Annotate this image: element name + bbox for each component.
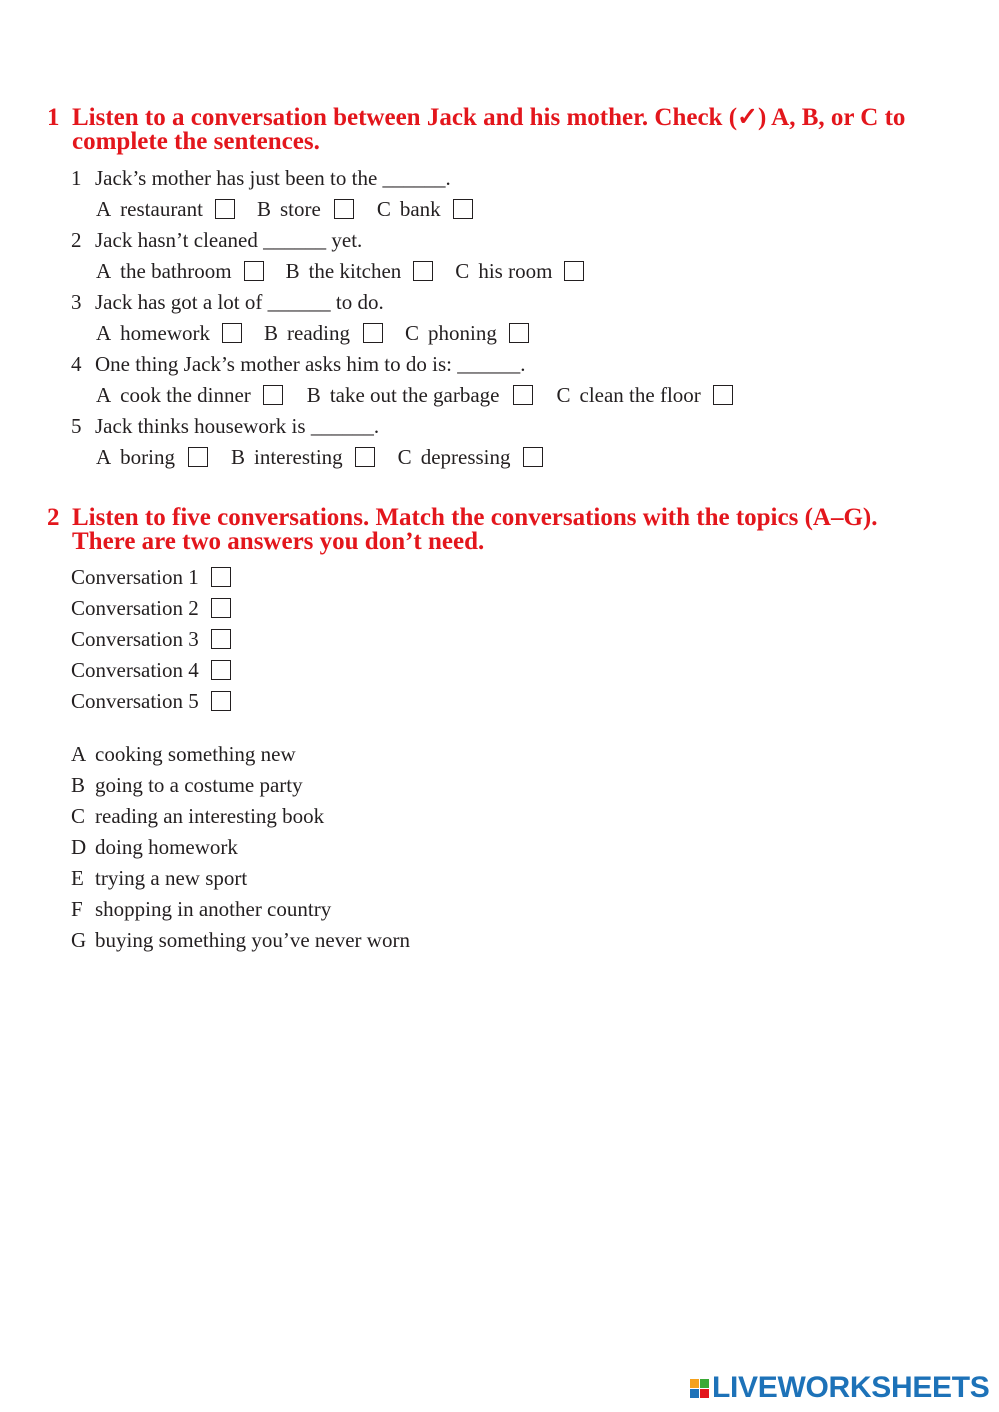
option-letter: B (306, 383, 321, 407)
section-1-instructions: Listen to a conversation between Jack and his mother. Check (✓) A, B, or C to complete the sentences. (72, 104, 906, 155)
section-2-instructions: Listen to five conversations. Match the conversations with the topics (A–G). There are two answers you don’t need. (72, 504, 878, 555)
topic-text: trying a new sport (95, 866, 248, 890)
option-b (286, 259, 434, 283)
option-text: interesting (254, 445, 343, 469)
topic-text: cooking something new (95, 742, 296, 766)
option-letter: C (556, 383, 571, 407)
option-checkbox[interactable] (523, 447, 543, 467)
question-number: 4 (71, 352, 82, 376)
option-checkbox[interactable] (222, 323, 242, 343)
conversation-4 (71, 658, 231, 682)
question-1-options (96, 197, 473, 221)
option-letter: C (397, 445, 412, 469)
question-number: 5 (71, 414, 82, 438)
section-2-number: 2 (47, 504, 60, 531)
conversation-2 (71, 596, 231, 620)
topic-letter: G (71, 928, 87, 952)
option-checkbox[interactable] (188, 447, 208, 467)
topic-b (71, 773, 303, 797)
question-number: 2 (71, 228, 82, 252)
question-2-options (96, 259, 584, 283)
question-5-options (96, 445, 543, 469)
option-checkbox[interactable] (713, 385, 733, 405)
option-a (96, 383, 283, 407)
option-text: reading (287, 321, 350, 345)
option-c (455, 259, 584, 283)
option-checkbox[interactable] (453, 199, 473, 219)
question-text: Jack hasn’t cleaned ______ yet. (95, 228, 363, 252)
option-checkbox[interactable] (244, 261, 264, 281)
topic-letter: D (71, 835, 87, 859)
option-b (231, 445, 375, 469)
question-text: One thing Jack’s mother asks him to do is: ______. (95, 352, 526, 376)
conversation-label: Conversation 5 (71, 689, 199, 713)
option-checkbox[interactable] (564, 261, 584, 281)
topic-letter: B (71, 773, 86, 797)
answer-box[interactable] (211, 691, 231, 711)
question-text: Jack’s mother has just been to the ______. (95, 166, 451, 190)
topic-text: reading an interesting book (95, 804, 325, 828)
option-c (398, 445, 543, 469)
option-text: store (279, 197, 321, 221)
conversation-5 (71, 689, 231, 713)
topic-text: buying something you’ve never worn (95, 928, 410, 952)
option-text: phoning (428, 321, 497, 345)
option-letter: C (376, 197, 391, 221)
topic-d (71, 835, 238, 859)
option-text: homework (120, 321, 210, 345)
option-letter: A (96, 321, 112, 345)
option-c (377, 197, 473, 221)
option-text: boring (120, 445, 175, 469)
option-text: depressing (420, 445, 511, 469)
conversation-3 (71, 627, 231, 651)
option-letter: B (231, 445, 246, 469)
option-text: cook the dinner (120, 383, 251, 407)
option-b (257, 197, 354, 221)
topic-text: shopping in another country (95, 897, 332, 921)
topic-g (71, 928, 410, 952)
option-checkbox[interactable] (334, 199, 354, 219)
option-text: bank (399, 197, 441, 221)
answer-box[interactable] (211, 629, 231, 649)
answer-box[interactable] (211, 598, 231, 618)
option-text: the bathroom (120, 259, 232, 283)
option-checkbox[interactable] (263, 385, 283, 405)
question-4-options (96, 383, 733, 407)
option-a (96, 445, 208, 469)
conversation-label: Conversation 2 (71, 596, 199, 620)
logo-square (700, 1379, 709, 1388)
option-letter: B (285, 259, 300, 283)
logo-square (700, 1389, 709, 1398)
option-letter: A (96, 445, 112, 469)
question-text: Jack thinks housework is ______. (95, 414, 380, 438)
topic-e (71, 866, 247, 890)
option-checkbox[interactable] (363, 323, 383, 343)
topic-letter: C (71, 804, 86, 828)
topic-letter: A (71, 742, 87, 766)
option-letter: B (256, 197, 271, 221)
option-letter: A (96, 259, 112, 283)
option-checkbox[interactable] (513, 385, 533, 405)
topic-text: going to a costume party (95, 773, 303, 797)
question-number: 1 (71, 166, 82, 190)
option-b (307, 383, 534, 407)
option-b (264, 321, 383, 345)
option-text: clean the floor (579, 383, 701, 407)
liveworksheets-logo[interactable] (690, 1371, 990, 1404)
conversation-label: Conversation 1 (71, 565, 199, 589)
option-a (96, 321, 242, 345)
topic-f (71, 897, 331, 921)
option-checkbox[interactable] (215, 199, 235, 219)
topic-a (71, 742, 296, 766)
logo-text: LIVEWORKSHEETS (712, 1371, 990, 1404)
option-letter: B (264, 321, 279, 345)
option-checkbox[interactable] (413, 261, 433, 281)
option-text: restaurant (120, 197, 203, 221)
section-1-number: 1 (47, 104, 60, 131)
logo-square (690, 1389, 699, 1398)
option-c (405, 321, 529, 345)
option-checkbox[interactable] (355, 447, 375, 467)
logo-mark-icon (690, 1379, 709, 1398)
option-a (96, 259, 264, 283)
answer-box[interactable] (211, 660, 231, 680)
option-text: take out the garbage (329, 383, 500, 407)
logo-square (690, 1379, 699, 1388)
conversation-label: Conversation 3 (71, 627, 199, 651)
option-a (96, 197, 235, 221)
topic-text: doing homework (95, 835, 238, 859)
question-number: 3 (71, 290, 82, 314)
question-text: Jack has got a lot of ______ to do. (95, 290, 384, 314)
topic-letter: F (71, 897, 83, 921)
option-letter: A (96, 197, 112, 221)
option-letter: A (96, 383, 112, 407)
conversation-1 (71, 565, 231, 589)
option-checkbox[interactable] (509, 323, 529, 343)
option-letter: C (455, 259, 470, 283)
question-3-options (96, 321, 529, 345)
conversation-label: Conversation 4 (71, 658, 199, 682)
topic-letter: E (71, 866, 84, 890)
option-c (556, 383, 732, 407)
answer-box[interactable] (211, 567, 231, 587)
option-text: his room (478, 259, 553, 283)
option-text: the kitchen (308, 259, 402, 283)
topic-c (71, 804, 324, 828)
option-letter: C (405, 321, 420, 345)
